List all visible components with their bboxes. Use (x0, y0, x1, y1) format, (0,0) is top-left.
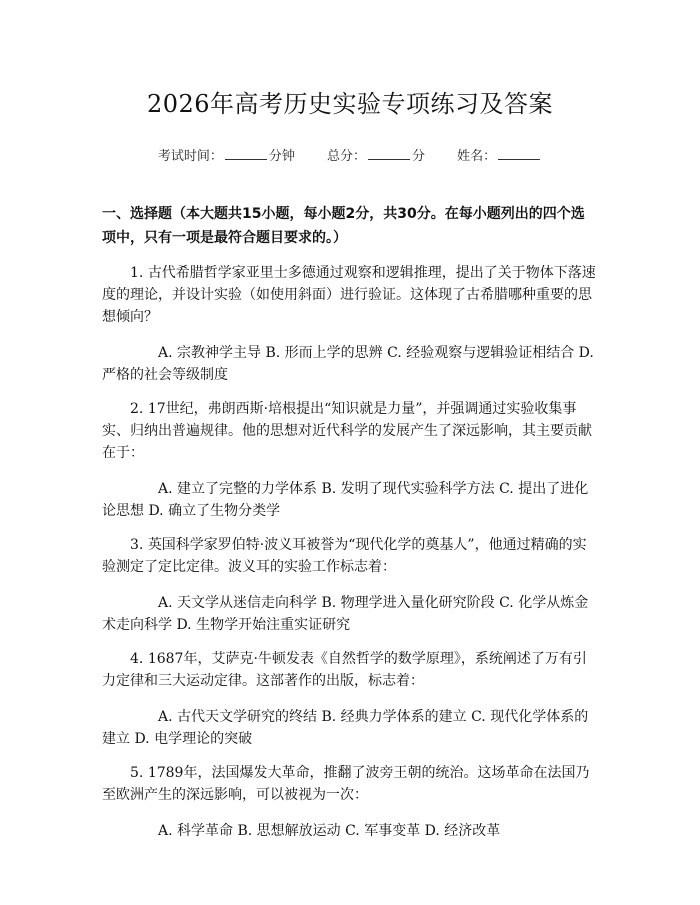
question-options: A. 宗教神学主导 B. 形而上学的思辨 C. 经验观察与逻辑验证相结合 D. 严格的社会等级制度 (102, 345, 594, 383)
question-text: 英国科学家罗伯特·波义耳被誉为“现代化学的奠基人”，他通过精确的实验测定了定比定律。波义耳的实验工作标志着： (102, 537, 587, 575)
question-5 (102, 762, 598, 842)
question-stem (102, 534, 598, 578)
time-label: 考试时间： (157, 149, 223, 164)
document-title: 2026年高考历史实验专项练习及答案 (146, 90, 554, 118)
question-number: 3. (130, 537, 144, 553)
question-stem (102, 398, 598, 464)
question-text: 1687年，艾萨克·牛顿发表《自然哲学的数学原理》，系统阐述了万有引力定律和三大运动定律。这部著作的出版，标志着： (102, 651, 587, 689)
question-options: A. 科学革命 B. 思想解放运动 C. 军事变革 D. 经济改革 (158, 823, 501, 839)
question-number: 5. (130, 765, 144, 781)
question-number: 1. (130, 265, 144, 281)
exam-score (327, 149, 425, 164)
question-number: 4. (130, 651, 144, 667)
question-4 (102, 648, 598, 750)
question-options: A. 建立了完整的力学体系 B. 发明了现代实验科学方法 C. 提出了进化论思想 D. 确立了生物分类学 (102, 481, 589, 519)
exam-name (457, 149, 542, 164)
time-blank (225, 149, 267, 160)
question-text: 1789年，法国爆发大革命，推翻了波旁王朝的统治。这场革命在法国乃至欧洲产生的深远影响，可以被视为一次： (102, 765, 590, 803)
question-2 (102, 398, 598, 522)
question-1 (102, 262, 598, 386)
question-3 (102, 534, 598, 636)
question-options: A. 古代天文学研究的终结 B. 经典力学体系的建立 C. 现代化学体系的建立 D. 电学理论的突破 (102, 709, 589, 747)
question-stem (102, 262, 598, 328)
question-stem (102, 762, 598, 806)
question-stem (102, 648, 598, 692)
question-options: A. 天文学从迷信走向科学 B. 物理学进入量化研究阶段 C. 化学从炼金术走向科学 D. 生物学开始注重实证研究 (102, 595, 589, 633)
exam-meta (102, 145, 598, 164)
exam-time (158, 149, 295, 164)
time-unit: 分钟 (268, 149, 295, 164)
question-text: 17世纪，弗朗西斯·培根提出“知识就是力量”，并强调通过实验收集事实、归纳出普遍规律。他的思想对近代科学的发展产生了深远影响，其主要贡献在于： (102, 401, 592, 461)
question-number: 2. (130, 401, 144, 417)
name-label: 姓名： (457, 149, 497, 164)
score-unit: 分 (412, 149, 426, 164)
name-blank (498, 149, 540, 160)
score-blank (368, 149, 410, 160)
section-heading: 一、选择题（本大题共15小题，每小题2分，共30分。在每小题列出的四个选项中，只有一项是最符合题目要求的。） (102, 206, 585, 246)
question-text: 古代希腊哲学家亚里士多德通过观察和逻辑推理，提出了关于物体下落速度的理论，并设计实验（如使用斜面）进行验证。这体现了古希腊哪种重要的思想倾向？ (102, 265, 596, 325)
score-label: 总分： (326, 149, 366, 164)
